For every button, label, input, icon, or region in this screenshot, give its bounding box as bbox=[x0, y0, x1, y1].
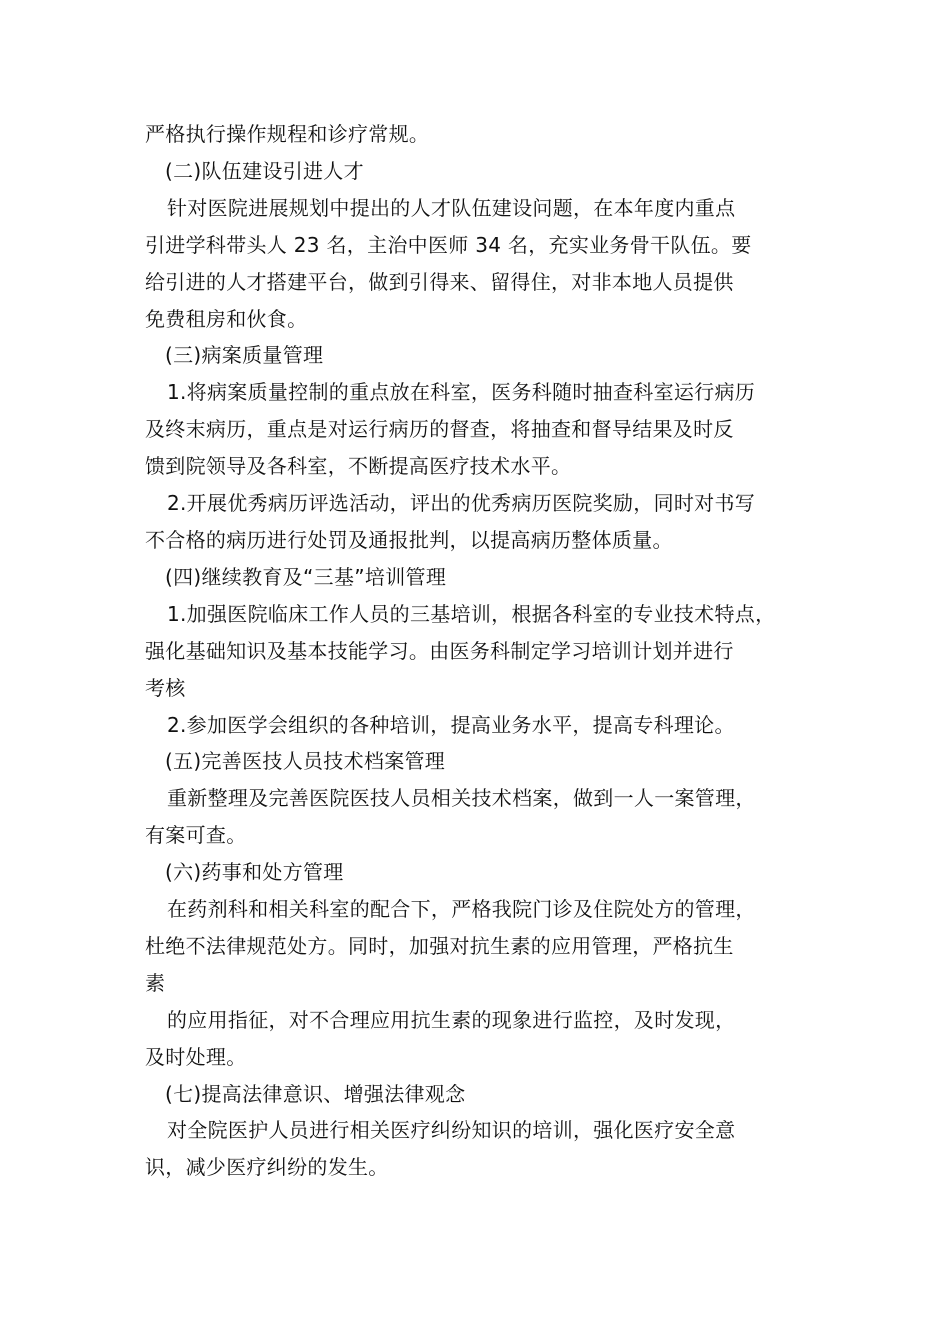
paragraph-line: 强化基础知识及基本技能学习。由医务科制定学习培训计划并进行 bbox=[145, 638, 734, 663]
section-heading-6: (六)药事和处方管理 bbox=[165, 860, 344, 885]
paragraph-line: 不合格的病历进行处罚及通报批判，以提高病历整体质量。 bbox=[145, 527, 673, 552]
section-heading-7: (七)提高法律意识、增强法律观念 bbox=[165, 1081, 466, 1106]
paragraph-line: 重新整理及完善医院医技人员相关技术档案，做到一人一案管理， bbox=[167, 786, 756, 811]
paragraph-line: 的应用指征，对不合理应用抗生素的现象进行监控，及时发现， bbox=[167, 1007, 736, 1032]
paragraph-line: 有案可查。 bbox=[145, 823, 247, 848]
paragraph-line: 及时处理。 bbox=[145, 1044, 247, 1069]
paragraph-line: 针对医院进展规划中提出的人才队伍建设问题，在本年度内重点 bbox=[167, 195, 736, 220]
paragraph-line: 2.开展优秀病历评选活动，评出的优秀病历医院奖励，同时对书写 bbox=[167, 491, 756, 516]
section-heading-4: (四)继续教育及“三基”培训管理 bbox=[165, 564, 447, 589]
paragraph-line: 识，减少医疗纠纷的发生。 bbox=[145, 1155, 389, 1180]
paragraph-line: 免费租房和伙食。 bbox=[145, 306, 308, 331]
paragraph-line: 在药剂科和相关科室的配合下，严格我院门诊及住院处方的管理， bbox=[167, 897, 756, 922]
paragraph-line: 1.加强医院临床工作人员的三基培训，根据各科室的专业技术特点， bbox=[167, 601, 776, 626]
paragraph-line: 给引进的人才搭建平台，做到引得来、留得住，对非本地人员提供 bbox=[145, 269, 734, 294]
paragraph-line: 及终末病历，重点是对运行病历的督查，将抽查和督导结果及时反 bbox=[145, 417, 734, 442]
paragraph-line: 馈到院领导及各科室，不断提高医疗技术水平。 bbox=[145, 454, 572, 479]
section-heading-5: (五)完善医技人员技术档案管理 bbox=[165, 749, 446, 774]
paragraph-line: 引进学科带头人 23 名，主治中医师 34 名，充实业务骨干队伍。要 bbox=[145, 232, 752, 257]
paragraph-line: 杜绝不法律规范处方。同时，加强对抗生素的应用管理，严格抗生 bbox=[145, 933, 734, 958]
paragraph-line: 2.参加医学会组织的各种培训，提高业务水平，提高专科理论。 bbox=[167, 712, 735, 737]
paragraph-line: 考核 bbox=[145, 675, 186, 700]
paragraph-line: 严格执行操作规程和诊疗常规。 bbox=[145, 122, 430, 146]
paragraph-line: 对全院医护人员进行相关医疗纠纷知识的培训，强化医疗安全意 bbox=[167, 1118, 736, 1143]
section-heading-2: (二)队伍建设引进人才 bbox=[165, 158, 364, 183]
section-heading-3: (三)病案质量管理 bbox=[165, 343, 324, 368]
paragraph-line: 素 bbox=[145, 970, 166, 995]
document-body bbox=[145, 116, 825, 1186]
paragraph-line: 1.将病案质量控制的重点放在科室，医务科随时抽查科室运行病历 bbox=[167, 380, 756, 405]
